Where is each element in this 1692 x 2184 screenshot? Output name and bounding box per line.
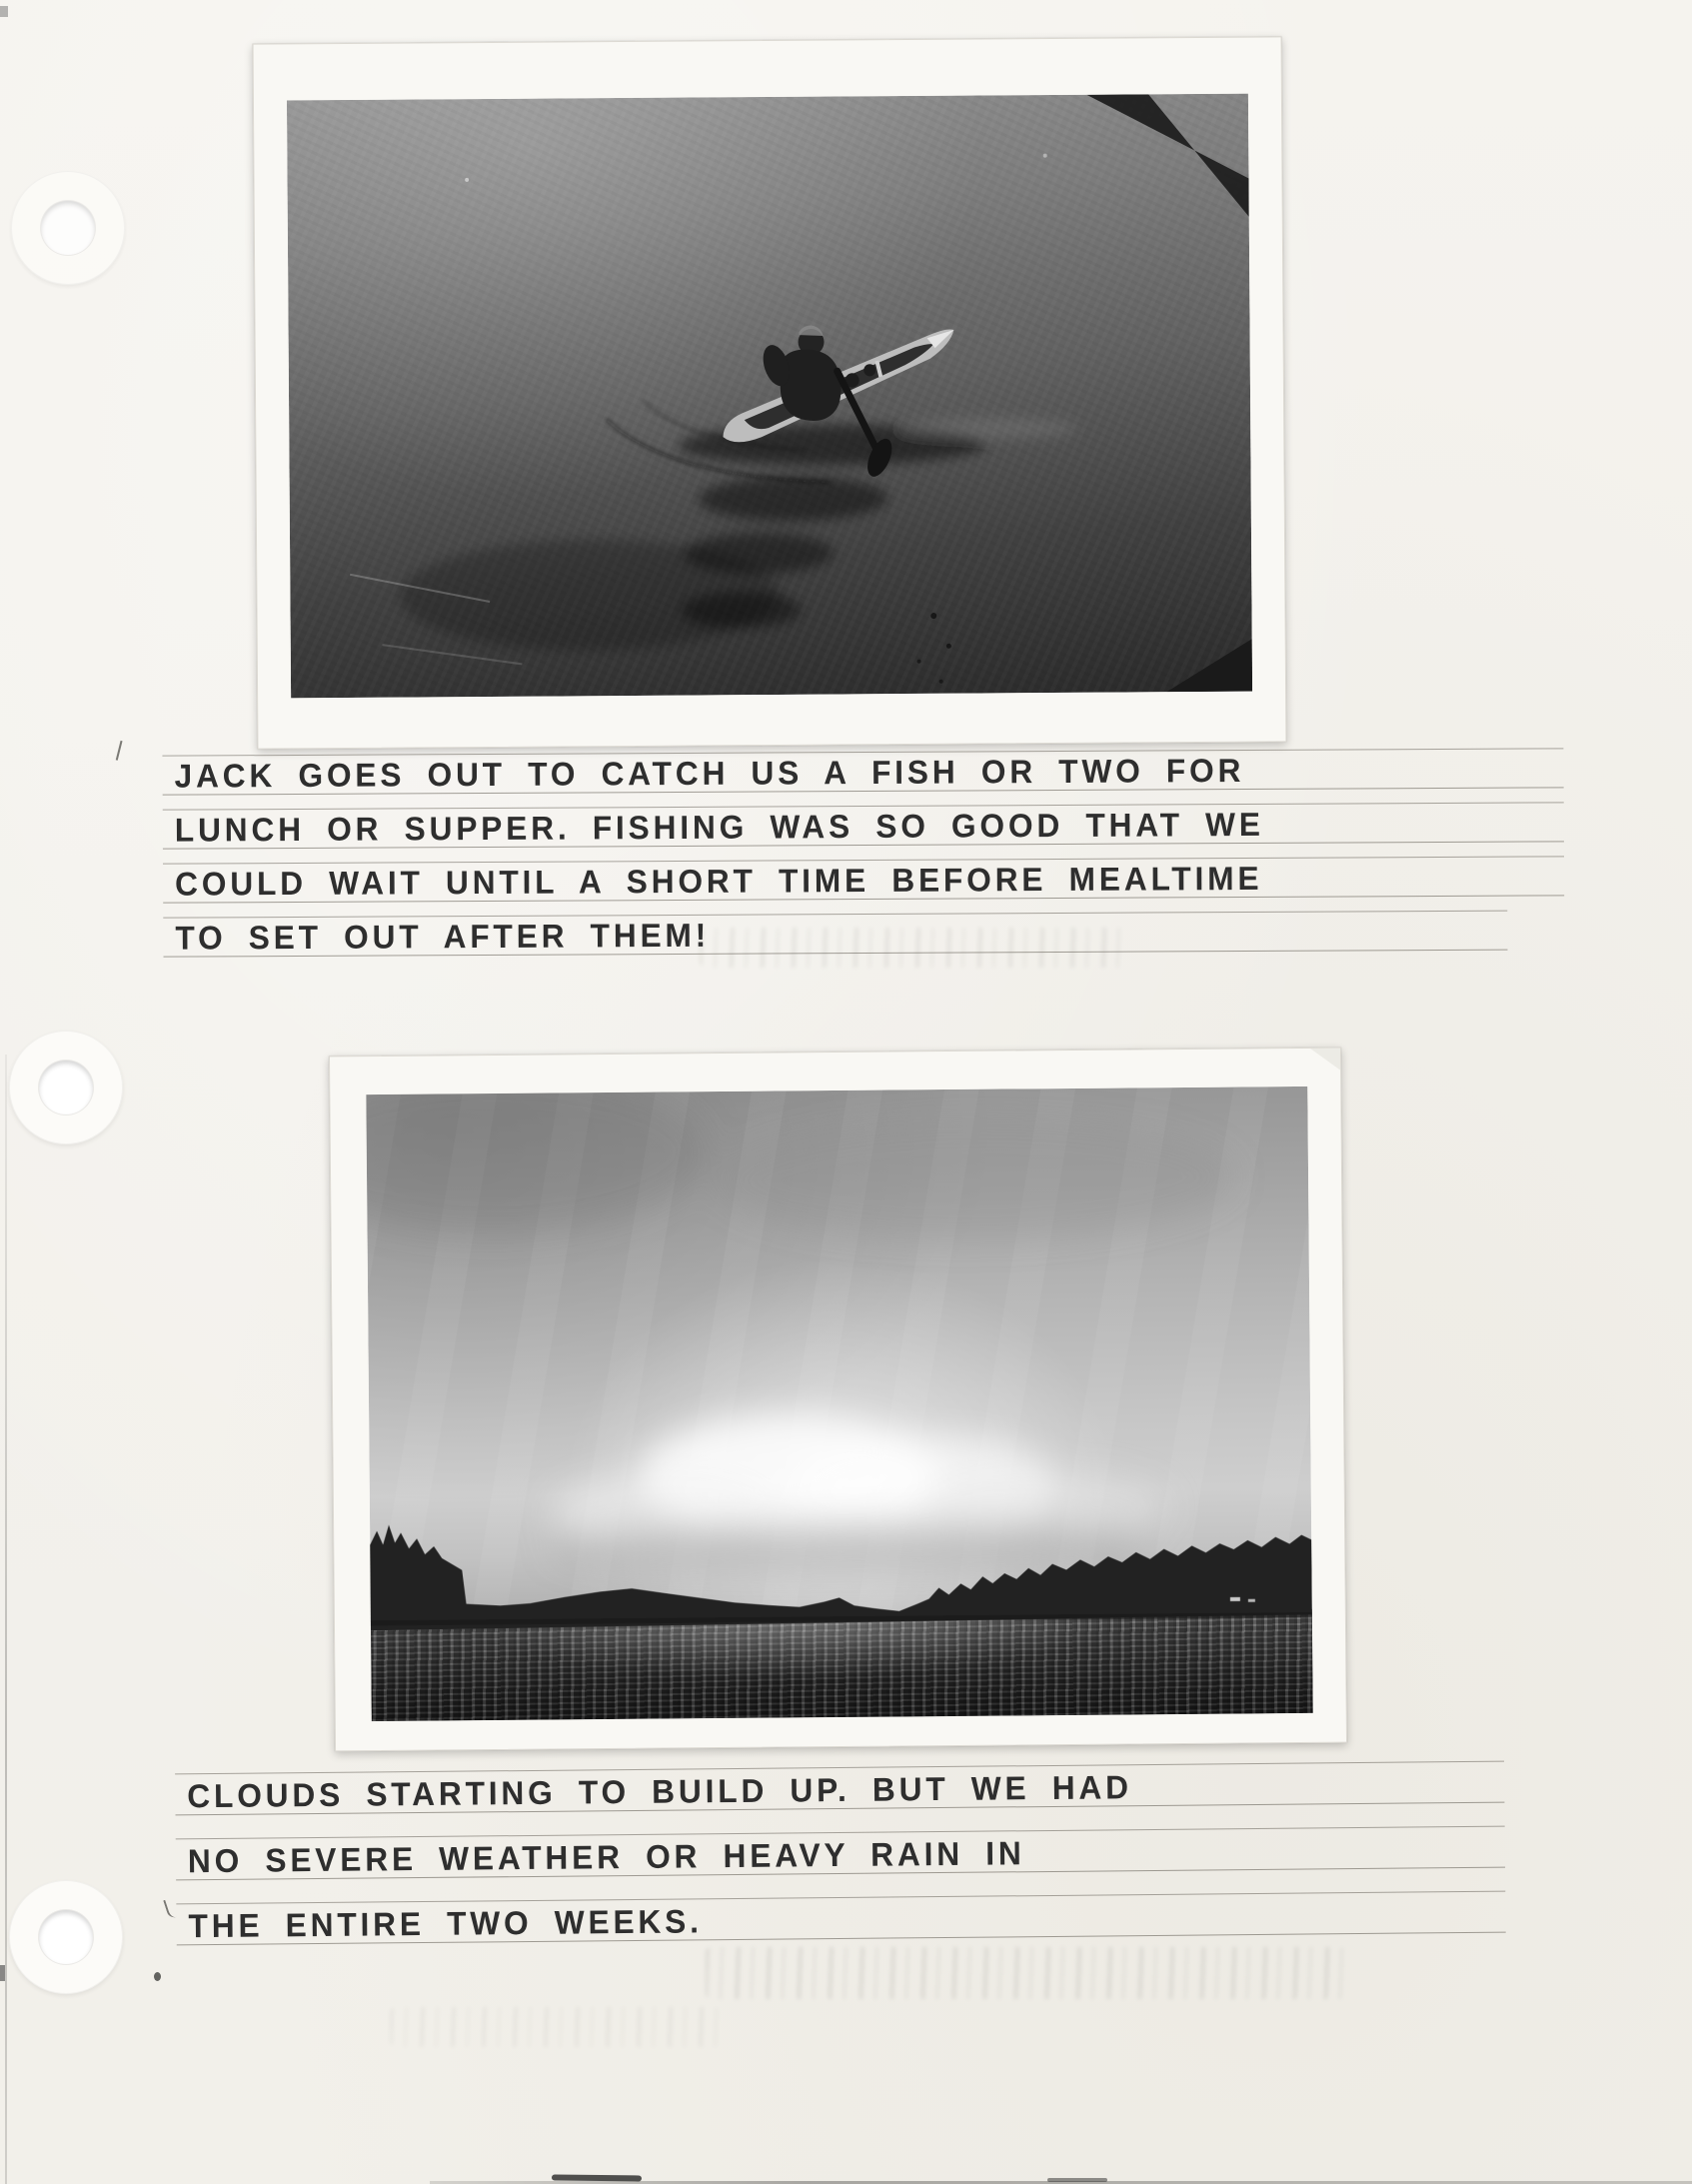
binder-hole-top: [11, 171, 125, 285]
caption-line: LUNCH OR SUPPER. FISHING WAS SO GOOD THAT WE: [174, 805, 1264, 849]
photo-lake-clouds: [329, 1048, 1347, 1752]
ink-bleed-ghost: [390, 2007, 720, 2047]
page-edge-shadow: [5, 1055, 7, 2184]
photo-canoe-image: [287, 94, 1252, 699]
caption-line-row: [163, 802, 1564, 849]
caption-line: COULD WAIT UNTIL A SHORT TIME BEFORE MEALTIME: [175, 859, 1263, 903]
cumulus-clouds: [366, 1087, 1237, 1579]
floating-log-silhouette: [1086, 94, 1249, 218]
caption-clouds: [175, 1761, 1506, 1969]
photo-clouds-image: [366, 1087, 1312, 1721]
binder-hole-bottom: [9, 1880, 123, 1994]
scan-edge-mark: [1047, 2178, 1107, 2182]
photo-canoe: [253, 36, 1287, 749]
corner-mark: [0, 6, 8, 17]
caption-line-row: [176, 1826, 1505, 1881]
canoe-reflection: [399, 418, 1078, 652]
caption-line-row: [175, 1761, 1504, 1816]
pencil-tick: [116, 741, 132, 763]
binder-hole-middle: [9, 1031, 123, 1144]
ink-bleed-ghost: [706, 1947, 1345, 1999]
caption-line: CLOUDS STARTING TO BUILD UP. BUT WE HAD: [187, 1768, 1133, 1815]
caption-line: NO SEVERE WEATHER OR HEAVY RAIN IN: [187, 1834, 1025, 1880]
dust-speck: [0, 1965, 5, 1981]
caption-line: THE ENTIRE TWO WEEKS.: [188, 1902, 703, 1945]
canoe-scene-graphic: [287, 94, 1252, 699]
caption-line: TO SET OUT AFTER THEM!: [175, 916, 711, 957]
caption-line: JACK GOES OUT TO CATCH US A FISH OR TWO FOR: [174, 752, 1245, 795]
scan-edge-mark: [552, 2175, 642, 2182]
caption-line-row: [176, 1891, 1505, 1946]
corner-shadow: [1166, 639, 1252, 692]
ink-bleed-ghost: [700, 928, 1129, 968]
caption-line-row: [162, 748, 1563, 795]
lake-scene-graphic: [366, 1087, 1312, 1721]
dust-speck: [154, 1972, 161, 1981]
caption-line-row: [163, 856, 1564, 903]
